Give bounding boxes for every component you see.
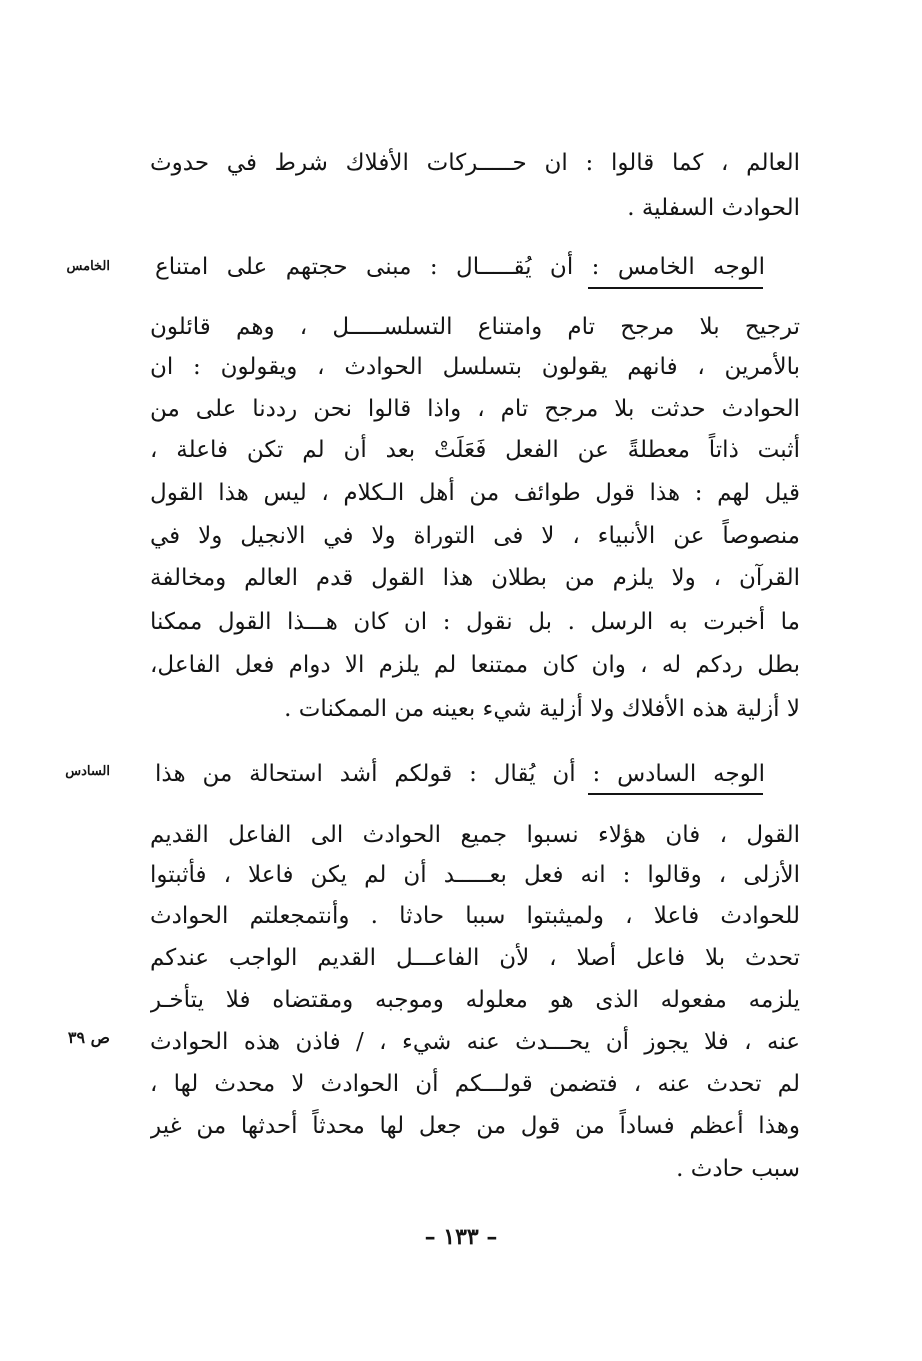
text-line: وهذا أعظم فساداً من قول من جعل لها محدثاً أحدثها من غير (150, 1113, 800, 1139)
text-line: يلزمه مفعوله الذى هو معلوله وموجبه ومقتضاه فلا يتأخـر (150, 987, 800, 1013)
paragraph-heading-line: الوجه السادس : أن يُقال : قولكم أشد استحالة من هذا (155, 761, 765, 787)
page-number: – ١٣٣ – (424, 1224, 498, 1250)
text-line: ما أخبرت به الرسل . بل نقول : ان كان هـــذا القول ممكنا (150, 609, 800, 635)
margin-note-sixth: السادس (65, 764, 110, 779)
text-line: العالم ، كما قالوا : ان حـــــركات الأفلاك شرط في حدوث (150, 150, 800, 176)
text-line: ترجيح بلا مرجح تام وامتناع التسلســـــل ، وهم قائلون (150, 314, 800, 340)
text-line: سبب حادث . (676, 1156, 800, 1182)
text-line: قيل لهم : هذا قول طوائف من أهل الـكلام ، ليس هذا القول (150, 480, 800, 506)
text-line: القرآن ، ولا يلزم من بطلان هذا القول قدم العالم ومخالفة (150, 565, 800, 591)
text-line: لا أزلية هذه الأفلاك ولا أزلية شيء بعينه من الممكنات . (284, 696, 800, 722)
text-line: الحوادث السفلية . (627, 195, 800, 221)
text-line: للحوادث فاعلا ، ولميثبتوا سببا حادثا . وأنتمجعلتم الحوادث (150, 903, 800, 929)
text-line: الأزلى ، وقالوا : انه فعل بعـــــد أن لم يكن فاعلا ، فأثبتوا (150, 862, 800, 888)
text-line: أثبت ذاتاً معطلةً عن الفعل فَعَلَتْ بعد أن لم تكن فاعلة ، (150, 437, 800, 463)
text-line: تحدث بلا فاعل أصلا ، لأن الفاعـــل القديم الواجب عندكم (150, 945, 800, 971)
margin-page-reference: ص ٣٩ (67, 1028, 110, 1047)
heading-underline (588, 287, 763, 289)
text-line: منصوصاً عن الأنبياء ، لا فى التوراة ولا في الانجيل ولا في (150, 523, 800, 549)
heading-underline (588, 793, 763, 795)
paragraph-heading-line: الوجه الخامس : أن يُقـــــال : مبنى حجتهم على امتناع (155, 254, 765, 280)
text-line: بالأمرين ، فانهم يقولون بتسلسل الحوادث ، ويقولون : ان (150, 354, 800, 380)
text-line: بطل ردكم له ، وان كان ممتنعا لم يلزم الا دوام فعل الفاعل، (150, 652, 800, 678)
text-line: القول ، فان هؤلاء نسبوا جميع الحوادث الى الفاعل القديم (150, 822, 800, 848)
margin-note-fifth: الخامس (66, 259, 110, 274)
text-line: عنه ، فلا يجوز أن يحـــدث عنه شيء ، / فاذن هذه الحوادث (150, 1029, 800, 1055)
text-line: الحوادث حدثت بلا مرجح تام ، واذا قالوا نحن رددنا على من (150, 396, 800, 422)
text-line: لم تحدث عنه ، فتضمن قولـــكم أن الحوادث لا محدث لها ، (150, 1071, 800, 1097)
